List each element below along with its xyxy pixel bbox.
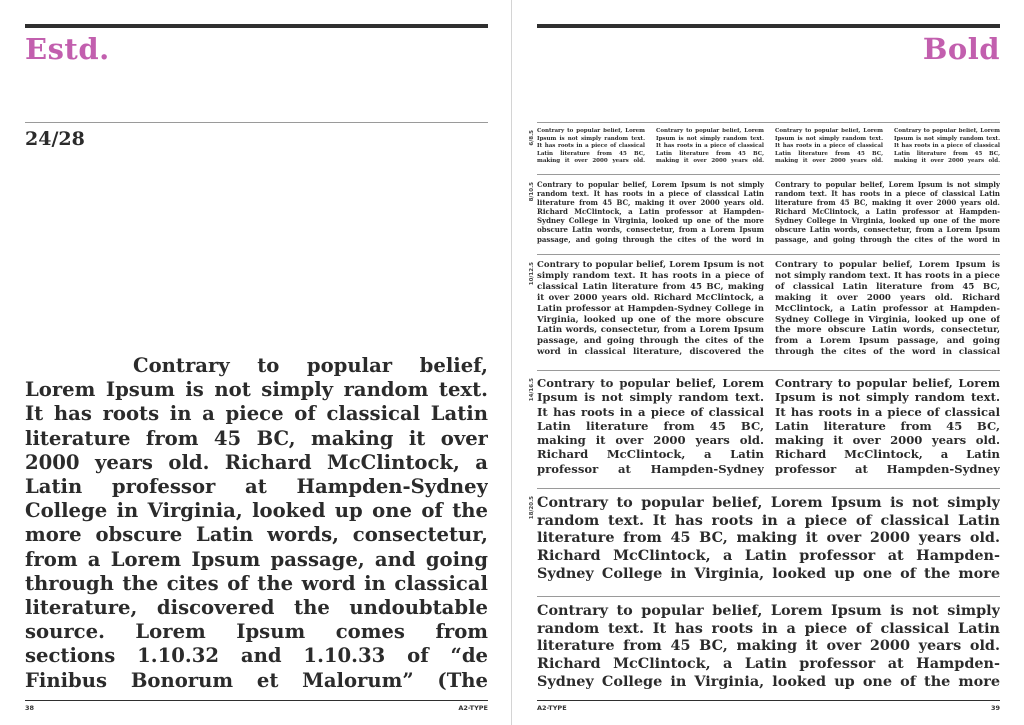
sample-size-label: 6/8.5 <box>529 130 535 146</box>
sample-size-label: 10/12.5 <box>529 262 535 286</box>
top-rule <box>25 24 488 28</box>
page-number: 38 <box>25 704 35 712</box>
sample-column: Contrary to popular belief, Lorem Ipsum is not simply random text. It has roots in a piece of classical Latin literature from 45 BC, making it over 2000 years old. <box>775 128 883 165</box>
size-rule <box>25 122 488 123</box>
sample-rule <box>537 174 1000 175</box>
sample-rule <box>537 370 1000 371</box>
page-number: 39 <box>990 704 1000 712</box>
sample-size-label: 14/16.5 <box>529 378 535 402</box>
footer-rule <box>25 700 488 701</box>
sample-6-8 <box>529 122 1000 172</box>
sample-column: Contrary to popular belief, Lorem Ipsum is not simply random text. It has roots in a piece of classical Latin literature from 45 BC, making it over 2000 years old. Richard McClintock, a Latin professor at Hampden-Sydney College in Virginia, looked up one of the more <box>537 602 1000 690</box>
sample-rule <box>537 596 1000 597</box>
sample-column: Contrary to popular belief, Lorem Ipsum is not simply random text. It has roots in a piece of classical Latin literature from 45 BC, making it over 2000 years old. Richard McClintock, a Latin professor at Hampden-Sydney <box>775 376 1000 476</box>
running-head: A2-TYPE <box>537 704 567 712</box>
weight-title: Bold <box>922 32 1000 66</box>
sample-8-10 <box>529 174 1000 252</box>
sample-column: Contrary to popular belief, Lorem Ipsum is not simply random text. It has roots in a piece of classical Latin literature from 45 BC, making it over 2000 years old. Richard McClintock, a Latin professor at Hampden-Sydney College in Virginia, looked up one of the more obscure Latin words, consectetur, from a Lorem Ipsum passage, and going through the cites of the word in <box>537 180 764 244</box>
sample-column: Contrary to popular belief, Lorem Ipsum is not simply random text. It has roots in a piece of classical Latin literature from 45 BC, making it over 2000 years old. <box>894 128 1000 165</box>
right-page <box>512 0 1024 725</box>
top-rule <box>537 24 1000 28</box>
sample-size-label: 18/20.5 <box>529 496 535 520</box>
sample-column: Contrary to popular belief, Lorem Ipsum is not simply random text. It has roots in a piece of classical Latin literature from 45 BC, making it over 2000 years old. <box>537 128 645 165</box>
sample-column: Contrary to popular belief, Lorem Ipsum is not simply random text. It has roots in a piece of classical Latin literature from 45 BC, making it over 2000 years old. Richard McClintock, a Latin professor at Hampden-Sydney College in Virginia, looked up one of the more obscure Latin words, consectetur, from a Lorem Ipsum passage, and going through the cites of the word in <box>775 180 1000 244</box>
sample-rule <box>537 122 1000 123</box>
footer-rule <box>537 700 1000 701</box>
sample-rule <box>537 254 1000 255</box>
sample-size-label: 8/10.5 <box>529 182 535 202</box>
sample-rule <box>537 488 1000 489</box>
sample-18-20-repeat <box>537 596 1000 696</box>
specimen-text: Contrary to popular belief, Lorem Ipsum is not simply random text. It has roots in a piece of classical Latin literature from 45 BC, making it over 2000 years old. Richard McClintock, a Latin professor at Hampden-Sydney College in Virginia, looked up one of the more obscure Latin words, consectetur, from a Lorem Ipsum passage, and going through the cites of the word in classical literature, discovered the undoubtable source. Lorem Ipsum comes from sections 1.10.32 and 1.10.33 of “de Finibus Bonorum et Malorum” (The <box>25 354 488 692</box>
sample-column: Contrary to popular belief, Lorem Ipsum is not simply random text. It has roots in a piece of classical Latin literature from 45 BC, making it over 2000 years old. Richard McClintock, a Latin professor at Hampden-Sydney College in Virginia, looked up one of the more <box>537 494 1000 582</box>
sample-column: Contrary to popular belief, Lorem Ipsum is not simply random text. It has roots in a piece of classical Latin literature from 45 BC, making it over 2000 years old. <box>656 128 764 165</box>
sample-column: Contrary to popular belief, Lorem Ipsum is not simply random text. It has roots in a piece of classical Latin literature from 45 BC, making it over 2000 years old. Richard McClintock, a Latin professor at Hampden-Sydney College in Virginia, looked up one of the more obscure Latin words, consectetur, from a Lorem Ipsum passage, and going through the cites of the word in classical <box>775 260 1000 358</box>
sample-10-12 <box>529 254 1000 366</box>
sample-18-20 <box>529 488 1000 592</box>
sample-14-16 <box>529 370 1000 482</box>
sample-column: Contrary to popular belief, Lorem Ipsum is not simply random text. It has roots in a piece of classical Latin literature from 45 BC, making it over 2000 years old. Richard McClintock, a Latin professor at Hampden-Sydney College in Virginia, looked up one of the more obscure Latin words, consectetur, from a Lorem Ipsum passage, and going through the cites of the word in classical literature, discovered the <box>537 260 764 358</box>
weight-title: Estd. <box>25 32 110 66</box>
size-label: 24/28 <box>25 128 85 150</box>
sample-column: Contrary to popular belief, Lorem Ipsum is not simply random text. It has roots in a piece of classical Latin literature from 45 BC, making it over 2000 years old. Richard McClintock, a Latin professor at Hampden-Sydney <box>537 376 764 476</box>
running-head: A2-TYPE <box>458 704 488 712</box>
